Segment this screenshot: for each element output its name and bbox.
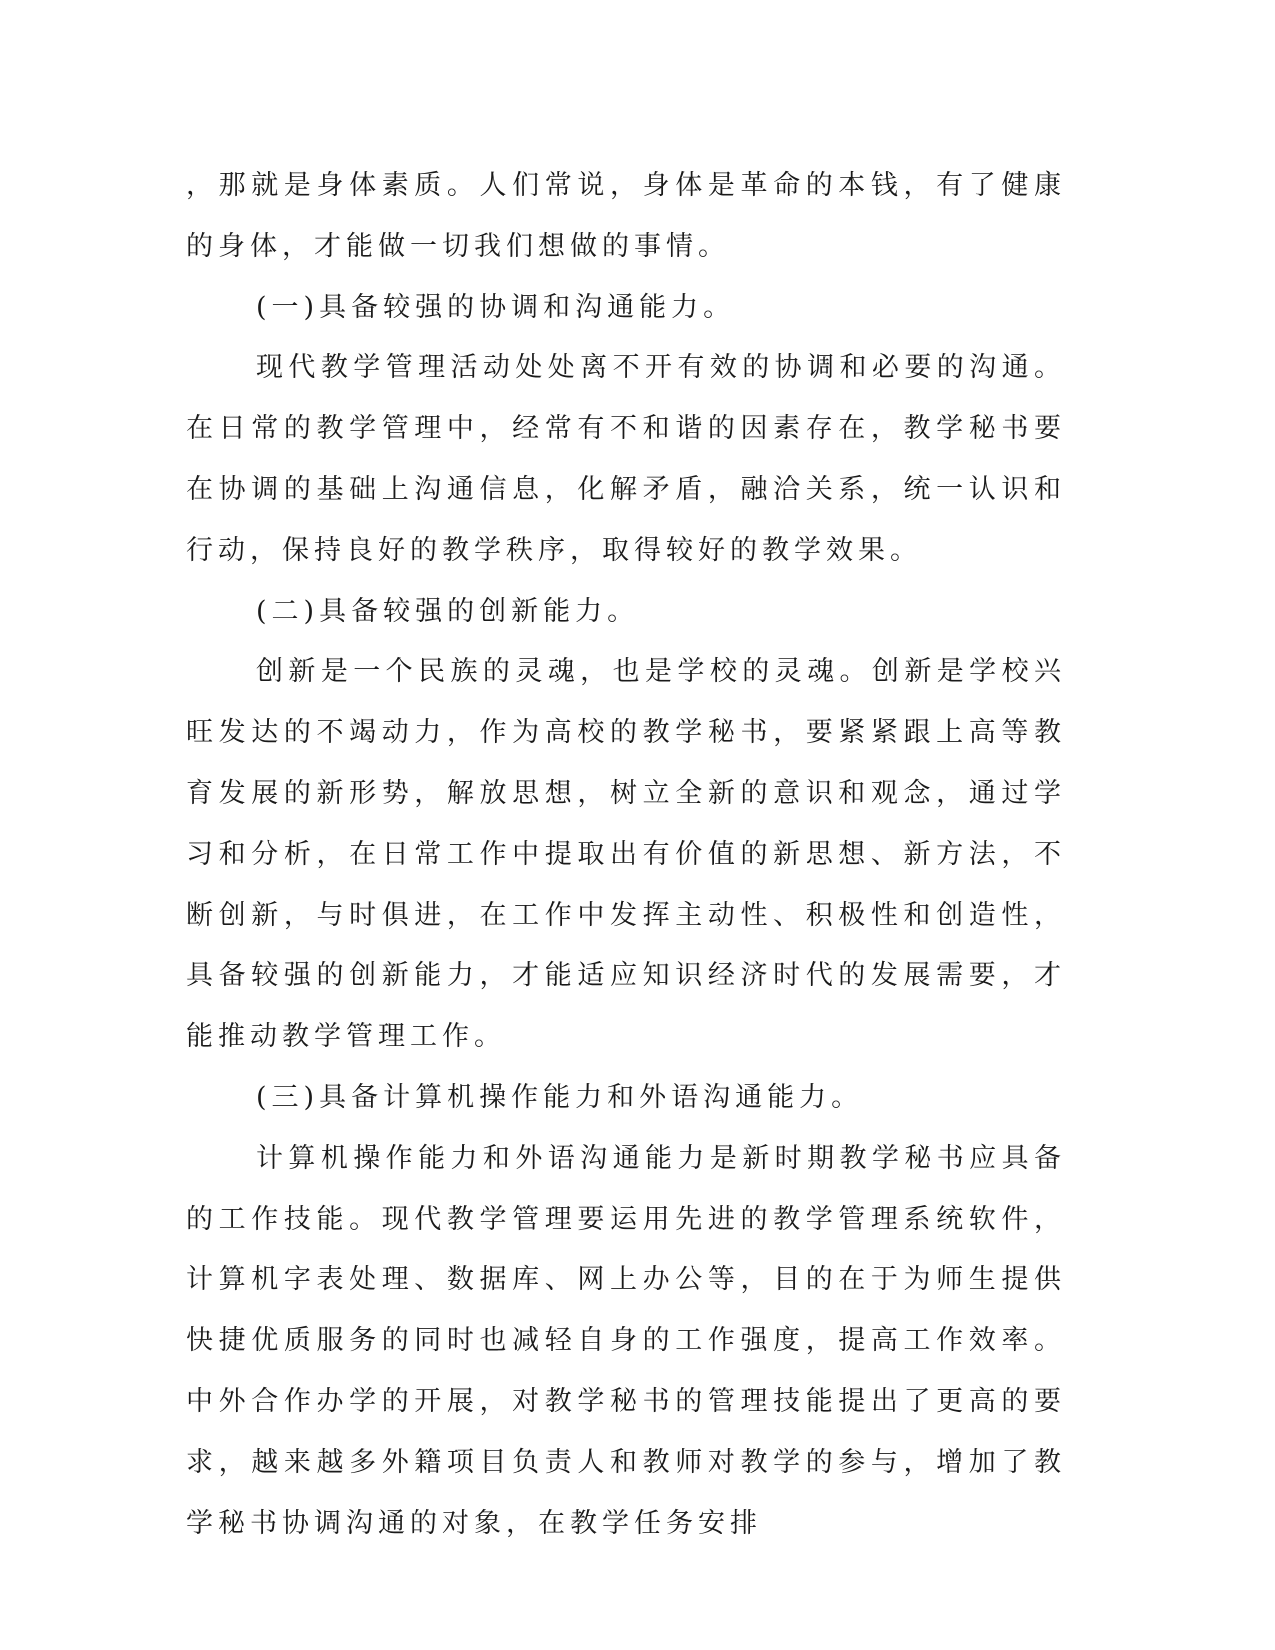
- paragraph-computer-language: 计算机操作能力和外语沟通能力是新时期教学秘书应具备的工作技能。现代教学管理要运用先进的教学管理系统软件，计算机字表处理、数据库、网上办公等，目的在于为师生提供快捷优质服务的同时也减轻自身的工作强度，提高工作效率。中外合作办学的开展，对教学秘书的管理技能提出了更高的要求，越来越多外籍项目负责人和教师对教学的参与，增加了教学秘书协调沟通的对象，在教学任务安排: [186, 1142, 1066, 1539]
- section-heading-2: (二)具备较强的创新能力。: [256, 595, 640, 627]
- document-body: [186, 156, 1066, 1554]
- paragraph-coordination: 现代教学管理活动处处离不开有效的协调和必要的沟通。在日常的教学管理中，经常有不和谐的因素存在，教学秘书要在协调的基础上沟通信息，化解矛盾，融洽关系，统一认识和行动，保持良好的教学秩序，取得较好的教学效果。: [186, 352, 1066, 566]
- section-heading-3: (三)具备计算机操作能力和外语沟通能力。: [256, 1081, 864, 1113]
- section-heading-1: (一)具备较强的协调和沟通能力。: [256, 291, 736, 323]
- paragraph-continuation: ，那就是身体素质。人们常说，身体是革命的本钱，有了健康的身体，才能做一切我们想做的事情。: [186, 170, 1066, 262]
- paragraph-innovation: 创新是一个民族的灵魂，也是学校的灵魂。创新是学校兴旺发达的不竭动力，作为高校的教学秘书，要紧紧跟上高等教育发展的新形势，解放思想，树立全新的意识和观念，通过学习和分析，在日常工作中提取出有价值的新思想、新方法，不断创新，与时俱进，在工作中发挥主动性、积极性和创造性，具备较强的创新能力，才能适应知识经济时代的发展需要，才能推动教学管理工作。: [186, 656, 1066, 1053]
